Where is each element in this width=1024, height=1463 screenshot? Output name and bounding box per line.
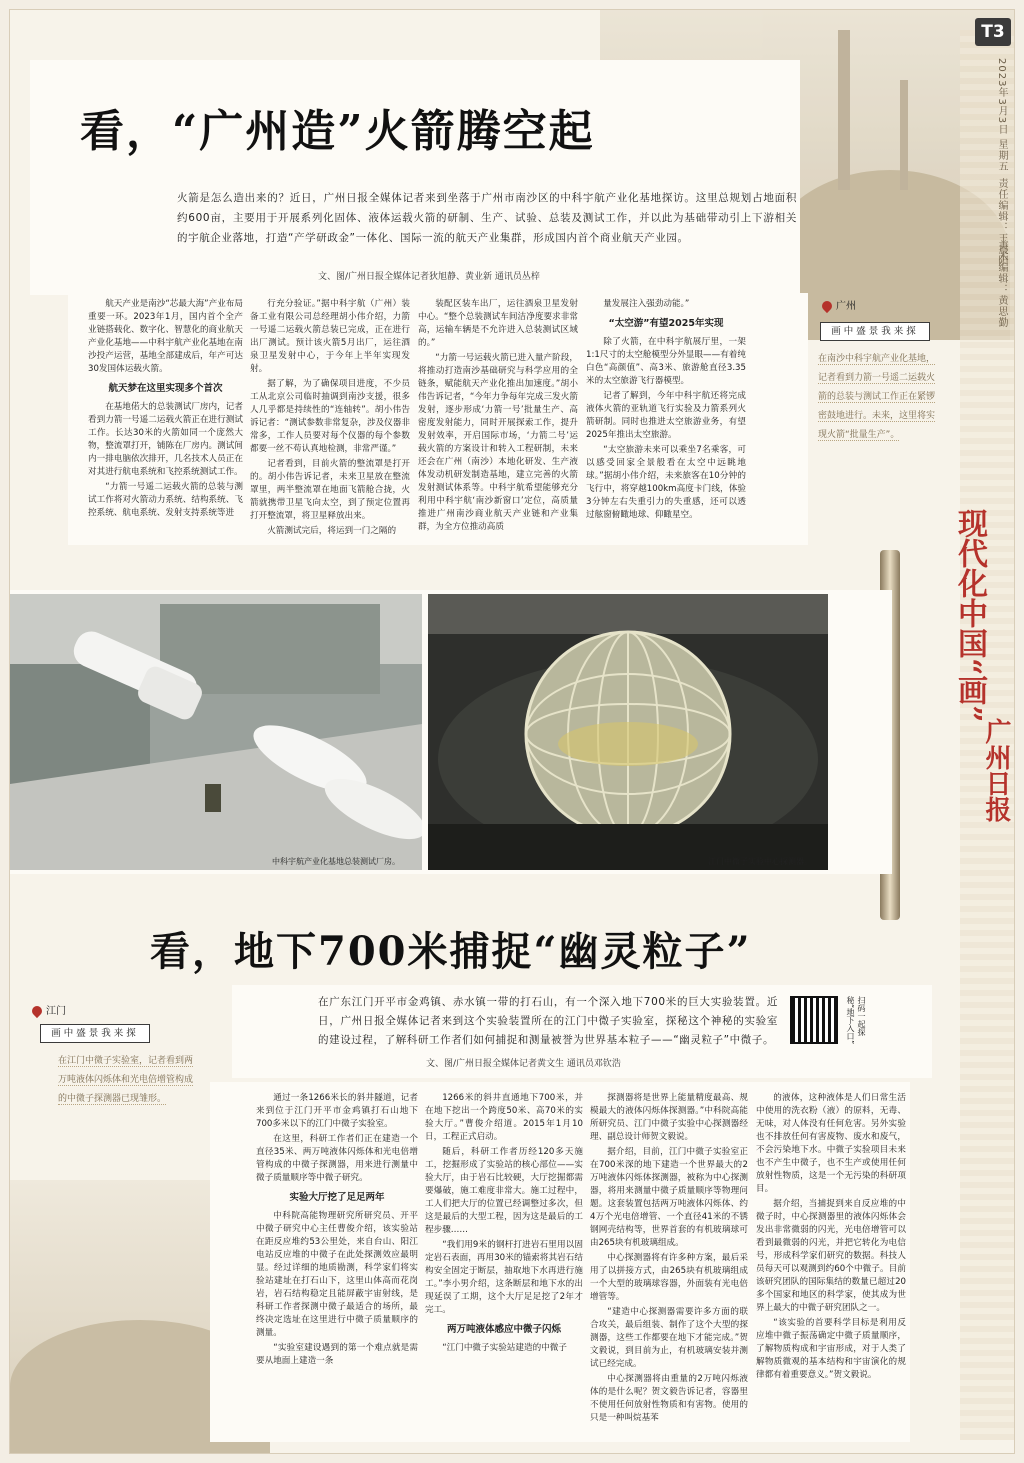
paragraph: 的液体，这种液体是人们日常生活中使用的洗衣粉（液）的原料，无毒、无味，对人体没有任何危害。另外实验也不排放任何有害废物、废水和废气，不会污染地下水。中微子实验项目未来也不产生中微子，也不生产或使用任何放射性物质，这是一个无污染的科研项目。 xyxy=(756,1093,906,1194)
paragraph: 量发展注入强劲动能。” xyxy=(603,299,690,309)
series-title: 现代化中国“画” xyxy=(952,508,987,723)
location-jiangmen xyxy=(32,1002,66,1017)
paragraph: “江门中微子实验站建造的中微子 xyxy=(442,1343,567,1353)
map-pin-icon xyxy=(820,299,834,313)
article1-lead: 火箭是怎么造出来的？近日，广州日报全媒体记者来到坐落于广州市南沙区的中科宇航产业化基地探访。这里总规划占地面积约600亩，主要用于开展系列化固体、液体运载火箭的研制、生产、试验、总装及测试工作，并以此为基础带动引上下游相关的宇航企业落地，打造“产学研政金”一体化、国际一流的航天产业集群，形成国内首个商业航天产业园。 xyxy=(177,192,797,244)
paragraph: 随后，科研工作者历经120多天施工，挖掘形成了实验站的核心部位——实验大厅，由于岩石比较硬，大厅挖掘都需要爆破，施工难度非常大。施工过程中，工人们把大厅的位置已经调整过多次，但这是最后的大型工程，因为这是最后的工程步骤…… xyxy=(425,1147,583,1235)
paragraph: 据介绍，目前，江门中微子实验室正在700米深的地下建造一个世界最大的2万吨液体闪烁体探测器，被称为中心探测器，将用来测量中微子质量顺序等物理问题。这套装置包括两万吨液体闪烁体、约4万个光电倍增管、一个直径41米的不锈钢网壳结构等，世界首套的有机玻璃球可由265块有机玻璃组成。 xyxy=(590,1147,748,1248)
article2-column-1 xyxy=(256,1092,418,1432)
article1-subheading-2: “太空游”有望2025年实现 xyxy=(608,318,724,329)
qr-code[interactable] xyxy=(790,996,838,1044)
article1-column-1 xyxy=(88,298,243,543)
qr-label: 扫码一起探秘“地下入口” xyxy=(846,996,866,1045)
art-editor-credit: 美术编辑：黄思勤 xyxy=(996,240,1007,328)
paragraph: 行充分验证。”据中科宇航（广州）装备工业有限公司总经理胡小伟介绍，力箭一号遥二运载火箭总装已完成，正在进行出厂测试。预计该火箭5月出厂，运往酒泉卫星发射中心，于今年上半年实现发射。 xyxy=(250,299,410,374)
paragraph: 除了火箭，在中科宇航展厅里，一架1:1尺寸的太空舱模型分外显眼——有着纯白色“高颜值”、高3米、旅游舱直径3.35米的太空旅游飞行器模型。 xyxy=(586,337,746,386)
paragraph: 在这里，科研工作者们正在建造一个直径35米、两万吨液体闪烁体和光电倍增管构成的中微子探测器，用来进行测量中微子质量顺序等中微子研究。 xyxy=(256,1134,418,1183)
article1-byline: 文、图/广州日报全媒体记者狄旭静、黄业新 通讯员丛梓 xyxy=(318,272,540,282)
paragraph: “力箭一号遥二运载火箭的总装与测试工作将对火箭动力系统、结构系统、飞控系统、航电系统、发射支持系统等进 xyxy=(88,482,243,518)
neutrino-detector-photo xyxy=(428,594,828,870)
paragraph: “太空旅游未来可以乘坐7名乘客，可以感受回家全景般看在太空中远眺地球。”据胡小伟介绍，未来旅客在10分钟的飞行中，将穿越100km高度卡门线，体验3分钟左右失重引力的失重感，还可以透过舷窗俯瞰地球、仰瞰星空。 xyxy=(586,445,746,520)
article1-headline: 看，“广州造”火箭腾空起 xyxy=(80,106,595,157)
map-pin-icon xyxy=(30,1004,44,1018)
article2-subheading-2: 两万吨液体感应中微子闪烁 xyxy=(446,1324,561,1335)
article1-column-3 xyxy=(418,298,578,543)
article2-side-note: 在江门中微子实验室，记者看到两万吨液体闪烁体和光电倍增管构成的中微子探测器已现雏形。 xyxy=(58,1056,194,1104)
location-label: 广州 xyxy=(836,301,856,312)
article1-column-4 xyxy=(586,298,746,543)
paragraph: 中心探测器将有许多种方案，最后采用了以拼接方式，由265块有机玻璃组成一个大型的玻璃球容器，外面装有光电倍增管等。 xyxy=(590,1253,748,1302)
issue-date: 2023年3月3日 星期五 xyxy=(996,58,1007,173)
article2-subheading-1: 实验大厅挖了足足两年 xyxy=(289,1192,385,1203)
article2-column-2 xyxy=(425,1092,583,1432)
newspaper-logo: 广州日报 xyxy=(981,718,1011,822)
rocket-photo-caption: 中科宇航产业化基地总装测试厂房。 xyxy=(272,857,400,866)
page-number: T3 xyxy=(975,18,1011,46)
detector-photo-caption: 江门中微子实验中心探测器。 xyxy=(708,857,812,866)
article2-column-4 xyxy=(756,1092,906,1432)
location-guangzhou xyxy=(822,297,856,312)
paragraph: 航天产业是南沙“芯最大海”产业布局重要一环。2023年1月，国内首个全产业链搭载化、数字化、智慧化的商业航天产业化基地——中科宇航产业化基地在南沙投产运营，基地全部建成后，年产可达30发国体运载火箭。 xyxy=(88,299,243,374)
series-tag: 画中盛景我来探 xyxy=(820,322,930,341)
series-tag: 画中盛景我来探 xyxy=(40,1024,150,1043)
location-label: 江门 xyxy=(46,1006,66,1017)
paragraph: “建造中心探测器需要许多方面的联合攻关，最后组装、制作了这个大型的探测器，这些工作都要在地下才能完成。”贺文毅说，到目前为止，有机玻璃安装并测试已经完成。 xyxy=(590,1307,748,1369)
paragraph: “力箭一号运载火箭已进入量产阶段，将推动打造南沙基础研究与科学应用的全链条，赋能航天产业化推出加速度。”胡小伟告诉记者，“今年力争每年完成三发火箭发射，逐步形成‘力箭一号’批量生产、高密度发射能力，同时开展探索工作，提升发射效率，开启国际市场，‘力箭二号’运载火箭的方案设计和转入工程研制，未来还会在广州（南沙）本地化研发、生产液体发动机研发制造基地，建立完善的火箭发射测试体系等。中科宇航希望能够充分利用中科宇航‘南沙新窗口’定位，高质量推进广州南沙商业航天产业链和产业集群，为全方位推动高质 xyxy=(418,353,578,532)
paragraph: 探测器将是世界上能量精度最高、规模最大的液体闪烁体探测器。”中科院高能所研究员、江门中微子实验中心探测器经理、副总设计师贺文毅说。 xyxy=(590,1093,748,1142)
article1-side-note: 在南沙中科宇航产业化基地，记者看到力箭一号遥二运载火箭的总装与测试工作正在紧锣密鼓地进行。未来，这里将实现火箭“批量生产”。 xyxy=(818,354,936,440)
rocket-assembly-photo xyxy=(10,594,422,870)
paragraph: “我们用9米的钢杆打进岩石里用以固定岩石表面，再用30米的锚索将其岩石结构安全固定于断层，抽取地下水再进行施工。”李小男介绍，这条断层和地下水的出现延误了工期，这个大厅足足挖了2年才完工。 xyxy=(425,1240,583,1315)
paragraph: 装配区装车出厂，运往酒泉卫星发射中心。“整个总装测试车间洁净度要求非常高，运输车辆是不允许进入总装测试区域的。” xyxy=(418,299,578,348)
article1-subheading-1: 航天梦在这里实现多个首次 xyxy=(108,383,223,394)
paragraph: 据了解，为了确保项目进度，不少员工从北京公司临时抽调到南沙支援，很多人几乎都是持续性的“连轴转”。胡小伟告诉记者：“测试参数非常复杂，涉及仪器非常多，工作人员要对每个仪器的每个参数都要一丝不苟认真地检测，非常严谨。” xyxy=(250,379,410,454)
paragraph: 通过一条1266米长的斜井隧道，记者来到位于江门开平市金鸡镇打石山地下700多米以下的江门中微子实验室。 xyxy=(256,1093,418,1129)
article2-byline: 文、图/广州日报全媒体记者黄文生 通讯员邓钦浩 xyxy=(426,1059,621,1069)
paragraph: 中科院高能物理研究所研究员、开平中微子研究中心主任曹俊介绍，该实验站在距反应堆约53公里处，来自台山、阳江电站反应堆的中微子在此处探测效应最明显。经过详细的地质勘测，科学家们将实验站建址在打石山下，这里山体高而花岗岩，岩石结构稳定且能屏蔽宇宙射线，是科研工作者探测中微子最适合的场所，最终决定选址在这里进行中微子质量顺序的测量。 xyxy=(256,1211,418,1338)
paragraph: 据介绍，当捕捉到来自反应堆的中微子时，中心探测器里的液体闪烁体会发出非常微弱的闪光，光电倍增管可以看到最微弱的闪光，并把它转化为电信号，形成科学家们研究的数据。科技人员每天可以观测到约60个中微子。目前该研究团队的国际集结的数量已超过20多个国家和地区的科学家，使其成为世界上最大的中微子研究团队之一。 xyxy=(756,1199,906,1313)
article2-headline: 看，地下700米捕捉“幽灵粒子” xyxy=(150,928,752,975)
paragraph: 记者了解到，今年中科宇航还将完成液体火箭的亚轨道飞行实验及力箭系列火箭研制。同时也推进太空旅游业务，有望2025年推出太空旅游。 xyxy=(586,391,746,440)
paragraph: 火箭测试完后，将运到一门之隔的 xyxy=(267,526,397,536)
paragraph: 中心探测器将由重量的2万吨闪烁液体的是什么呢？贺文毅告诉记者，容器里不使用任何放射性物质和有害物。使用的只是一种叫烷基苯 xyxy=(590,1374,748,1423)
paragraph: “实验室建设遇到的第一个难点就是需要从地面上建造一条 xyxy=(256,1343,418,1366)
paragraph: 记者看到，目前火箭的整流罩是打开的。胡小伟告诉记者，未来卫星放在整流罩里，两半整流罩在地面飞箭舱合拢，火箭就携带卫星飞向太空，到了预定位置再打开整流罩，将卫星释放出来。 xyxy=(250,459,410,521)
article2-column-3 xyxy=(590,1092,748,1432)
editor-credit: 责任编辑：王晨阳 xyxy=(996,178,1007,266)
article2-lead: 在广东江门开平市金鸡镇、赤水镇一带的打石山，有一个深入地下700米的巨大实验装置。近日，广州日报全媒体记者来到这个实验装置所在的江门中微子实验室，探秘这个神秘的实验室的建设过程，了解科研工作者们如何捕捉和测量被誉为世界基本粒子——“幽灵粒子”中微子。 xyxy=(318,996,778,1046)
paragraph: “该实验的首要科学目标是利用反应堆中微子振荡确定中微子质量顺序，了解物质构成和宇宙形成，对于人类了解物质微观的基本结构和宇宙演化的规律都有着重要意义。”贺文毅说。 xyxy=(756,1318,906,1380)
paragraph: 1266米的斜井直通地下700米，并在地下挖出一个跨度50米、高70米的实验大厅。”曹俊介绍道。2015年1月10日，工程正式启动。 xyxy=(425,1093,583,1142)
paragraph: 在基地偌大的总装测试厂房内，记者看到力箭一号遥二运载火箭正在进行测试工作。长达30米的火箭如同一个庞然大物，整流罩打开，铺陈在厂房内。测试间内一排电脑依次排开，几名技术人员正在对其进行航电系统和飞控系统测试工作。 xyxy=(88,402,243,477)
article1-column-2 xyxy=(250,298,410,543)
